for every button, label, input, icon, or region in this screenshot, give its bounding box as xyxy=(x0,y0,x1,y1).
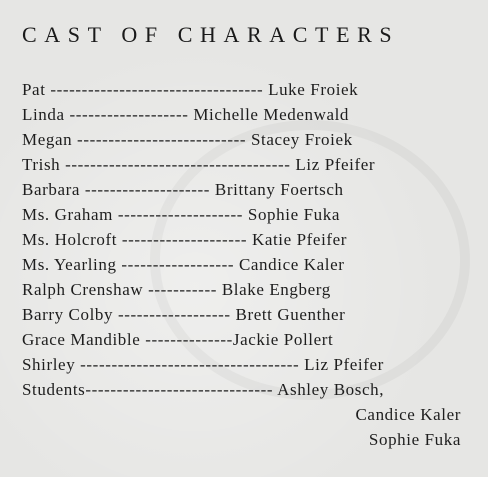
cast-line: Trish ------------------------------------ Liz Pfeifer xyxy=(22,155,376,174)
cast-row-grace-mandible xyxy=(22,328,460,352)
students-continuation-2: Sophie Fuka xyxy=(368,430,461,449)
cast-row-barbara xyxy=(22,178,460,202)
cast-row-barry-colby xyxy=(22,303,460,327)
cast-row-megan xyxy=(22,128,460,152)
page-title: CAST OF CHARACTERS xyxy=(22,22,400,47)
cast-row-ms-graham xyxy=(22,203,460,227)
cast-row-ms-yearling xyxy=(22,253,460,277)
cast-line: Shirley ----------------------------------- Liz Pfeifer xyxy=(22,355,384,374)
cast-line: Barbara -------------------- Brittany Foertsch xyxy=(22,180,344,199)
cast-row-trish xyxy=(22,153,460,177)
cast-line: Ralph Crenshaw ----------- Blake Engberg xyxy=(22,280,331,299)
cast-line: Grace Mandible --------------Jackie Pollert xyxy=(22,330,334,349)
cast-line: Barry Colby ------------------ Brett Guenther xyxy=(22,305,346,324)
cast-row-ralph-crenshaw xyxy=(22,278,460,302)
cast-line: Linda ------------------- Michelle Medenwald xyxy=(22,105,350,124)
cast-line: Ms. Holcroft -------------------- Katie Pfeifer xyxy=(22,230,348,249)
cast-row-ms-holcroft xyxy=(22,228,460,252)
cast-line: Pat ---------------------------------- Luke Froiek xyxy=(22,80,359,99)
cast-row-shirley xyxy=(22,353,460,377)
cast-row-linda xyxy=(22,103,460,127)
cast-row-pat xyxy=(22,78,460,102)
students-continuation-1: Candice Kaler xyxy=(355,405,461,424)
cast-line: Students------------------------------ Ashley Bosch, xyxy=(22,380,385,399)
cast-line: Megan --------------------------- Stacey Froiek xyxy=(22,130,353,149)
cast-line: Ms. Yearling ------------------ Candice Kaler xyxy=(22,255,345,274)
cast-line: Ms. Graham -------------------- Sophie Fuka xyxy=(22,205,340,224)
cast-row-students xyxy=(22,378,460,402)
